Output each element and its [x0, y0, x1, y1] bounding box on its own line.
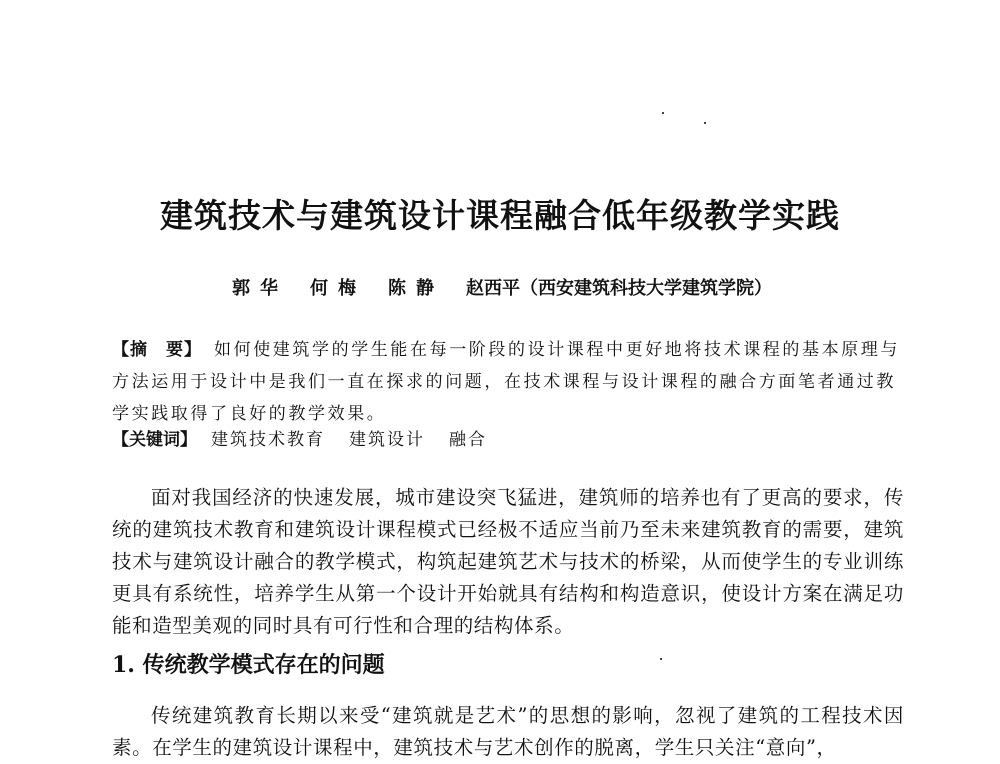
paper-title: 建筑技术与建筑设计课程融合低年级教学实践 [160, 196, 840, 235]
keyword: 建筑技术教育 [211, 430, 325, 450]
author-name: 赵西平 [466, 278, 520, 299]
keywords [112, 424, 511, 456]
keywords-label: 【关键词】 [112, 430, 197, 450]
abstract-text: 如何使建筑学的学生能在每一阶段的设计课程中更好地将技术课程的基本原理与方法运用于设计中是我们一直在探求的问题，在技术课程与设计课程的融合方面笔者通过教学实践取得了良好的教学效果。 [112, 340, 900, 424]
keyword: 建筑设计 [349, 430, 425, 450]
author-name: 何梅 [310, 278, 366, 299]
scan-speck [660, 658, 662, 660]
intro-paragraph: 面对我国经济的快速发展，城市建设突飞猛进，建筑师的培养也有了更高的要求，传统的建筑技术教育和建筑设计课程模式已经极不适应当前乃至未来建筑教育的需要，建筑技术与建筑设计融合的教学模式，构筑起建筑艺术与技术的桥梁，从而使学生的专业训练更具有系统性，培养学生从第一个设计开始就具有结构和构造意识，使设计方案在满足功能和造型美观的同时具有可行性和合理的结构体系。 [112, 486, 904, 637]
abstract-label: 【摘 要】 [112, 340, 202, 360]
section-paragraph: 传统建筑教育长期以来受“建筑就是艺术”的思想的影响，忽视了建筑的工程技术因素。在学生的建筑设计课程中，建筑技术与艺术创作的脱离，学生只关注“意向”， [112, 704, 904, 759]
author-line [232, 274, 772, 300]
author-name: 陈静 [388, 278, 444, 299]
keyword: 融合 [449, 430, 487, 450]
author-affiliation: （西安建筑科技大学建筑学院） [520, 278, 772, 299]
abstract [112, 334, 912, 430]
scan-speck [704, 122, 706, 124]
author-name: 郭华 [232, 278, 288, 299]
scan-speck [662, 112, 664, 114]
section-heading: 1. 传统教学模式存在的问题 [112, 652, 385, 678]
